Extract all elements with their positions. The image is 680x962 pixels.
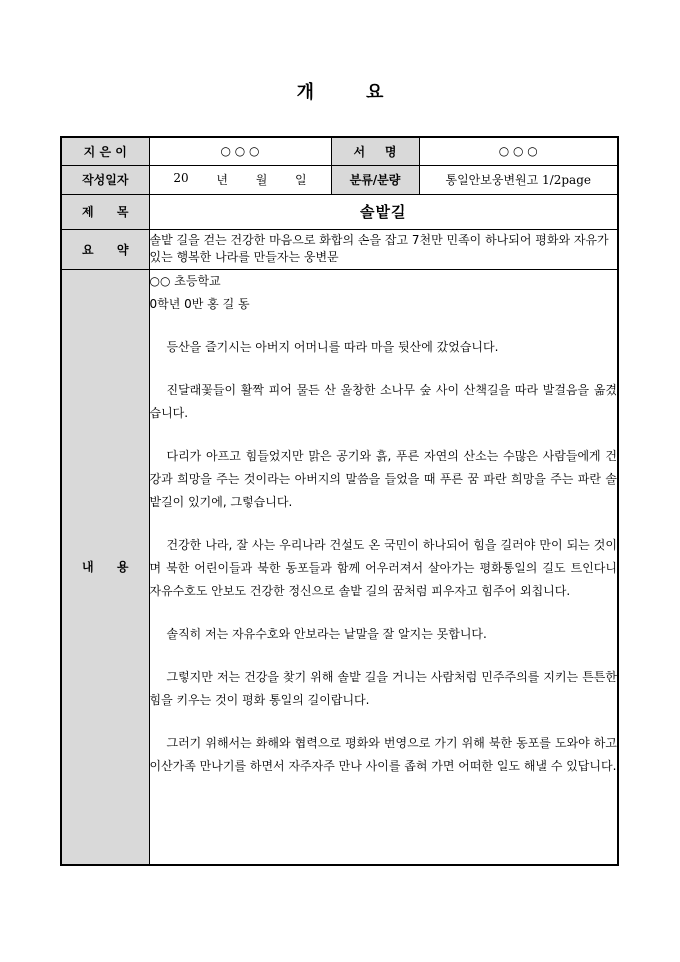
title-char-2: 요 bbox=[366, 82, 384, 103]
subject-label-b: 목 bbox=[116, 205, 129, 219]
row-summary bbox=[61, 229, 618, 269]
content-paragraph: 건강한 나라, 잘 사는 우리나라 건설도 온 국민이 하나되어 힘을 길러야 만이 되는 것이며 북한 어린이들과 북한 동포들과 함께 어우러져서 살아가는 평화통일의 길도 트인다니 자유수호도 안보도 건강한 정신으로 솔밭 길의 꿈처럼 피우자고 힘주어 외칩니다. bbox=[149, 537, 617, 598]
content-paragraph: 등산을 즐기시는 아버지 어머니를 따라 마을 뒷산에 갔었습니다. bbox=[166, 339, 499, 354]
author-value: ○ ○ ○ bbox=[149, 137, 331, 165]
summary-label bbox=[61, 229, 149, 269]
summary-label-b: 약 bbox=[116, 242, 129, 257]
row-subject bbox=[61, 194, 618, 229]
signature-value: ○ ○ ○ bbox=[419, 137, 618, 165]
date-label: 작성일자 bbox=[61, 165, 149, 194]
content-paragraph: 진달래꽃들이 활짝 피어 물든 산 울창한 소나무 숲 사이 산책길을 따라 발걸음을 옮겼습니다. bbox=[149, 382, 617, 420]
subject-label-a: 제 bbox=[82, 205, 94, 219]
content-school: ○○ 초등학교 bbox=[149, 273, 221, 288]
category-label: 분류/분량 bbox=[331, 165, 419, 194]
row-author bbox=[61, 137, 618, 165]
author-label: 지 은 이 bbox=[61, 137, 149, 165]
content-paragraph: 다리가 아프고 힘들었지만 맑은 공기와 흙, 푸른 자연의 산소는 수많은 사람들에게 건강과 희망을 주는 것이라는 아버지의 말씀을 들었을 때 푸른 꿈 파란 희망을 주는 파란 솔밭길이 있기에, 그렇습니다. bbox=[149, 448, 617, 509]
date-value bbox=[149, 165, 331, 194]
signature-label-a: 서 bbox=[353, 144, 366, 159]
content-paragraph: 그러기 위해서는 화해와 협력으로 평화와 번영으로 가기 위해 북한 동포를 도와야 하고 이산가족 만나기를 하면서 자주자주 만나 사이를 좁혀 가면 어떠한 일도 해낼 수 있답니다. bbox=[149, 735, 617, 773]
category-value: 통일안보웅변원고 1/2page bbox=[419, 165, 618, 194]
date-year: 20 bbox=[173, 171, 189, 185]
content-label-b: 용 bbox=[116, 560, 129, 575]
summary-value: 솔밭 길을 걷는 건강한 마음으로 화합의 손을 잡고 7천만 민족이 하나되어 평화와 자유가 있는 행복한 나라를 만들자는 웅변문 bbox=[149, 229, 618, 269]
summary-form-table bbox=[60, 136, 619, 866]
content-student: 0학년 0반 홍 길 동 bbox=[149, 296, 250, 311]
row-date bbox=[61, 165, 618, 194]
content-paragraph: 그렇지만 저는 건강을 찾기 위해 솔밭 길을 거니는 사람처럼 민주주의를 지키는 튼튼한 힘을 키우는 것이 평화 통일의 길이랍니다. bbox=[149, 669, 617, 707]
content-label bbox=[61, 269, 149, 865]
subject-value: 솔밭길 bbox=[149, 194, 618, 229]
subject-label bbox=[61, 194, 149, 229]
content-label-a: 내 bbox=[82, 560, 94, 575]
title-char-1: 개 bbox=[296, 82, 314, 103]
signature-label bbox=[331, 137, 419, 165]
content-body bbox=[149, 269, 618, 865]
content-paragraph: 솔직히 저는 자유수호와 안보라는 낱말을 잘 알지는 못합니다. bbox=[166, 626, 487, 641]
date-month-unit: 월 bbox=[255, 173, 268, 187]
date-day-unit: 일 bbox=[295, 173, 307, 187]
document-title bbox=[0, 78, 680, 104]
row-content bbox=[61, 269, 618, 865]
summary-label-a: 요 bbox=[82, 242, 94, 257]
signature-label-b: 명 bbox=[384, 144, 397, 159]
date-year-unit: 년 bbox=[216, 173, 228, 187]
